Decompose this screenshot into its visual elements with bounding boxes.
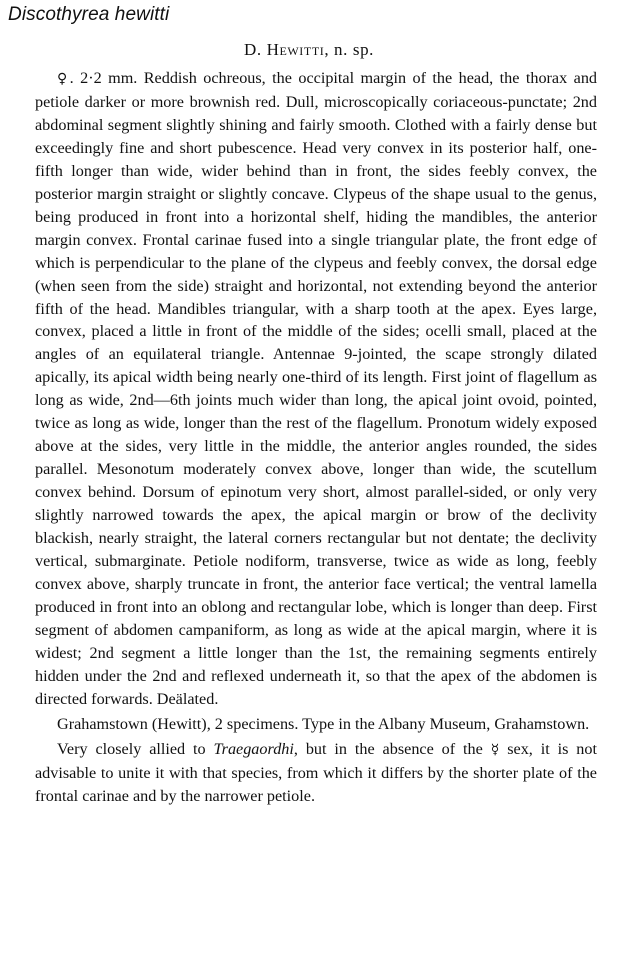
female-symbol: ♀ <box>57 71 70 87</box>
document-header-title: Discothyrea hewitti <box>8 4 170 25</box>
heading-suffix: , n. sp. <box>324 40 375 59</box>
remarks-tail: sex, it is not advisable to unite it with that species, from which it differs by the shorter plate of the frontal carinae and by the narrower petiole. <box>35 739 597 805</box>
genus-abbreviation: D. <box>243 40 262 59</box>
remarks-paragraph <box>35 738 597 808</box>
body-text <box>35 67 597 808</box>
worker-symbol: ☿ <box>490 741 500 758</box>
species-heading <box>0 40 618 60</box>
species-name: Hewitti <box>266 40 325 59</box>
remarks-species-name: Traegaordhi <box>213 739 294 758</box>
description-text: . 2·2 mm. Reddish ochreous, the occipital margin of the head, the thorax and petiole darker or more brownish red. Dull, microscopically coriaceous-punctate; 2nd abdominal segment slightly shining and fairly smooth. Clothed with a fairly dense but exceedingly fine and short pubescence. Head very convex in its posterior half, one-fifth longer than wide, wider behind than in front, the sides feebly convex, the posterior margin straight or slightly concave. Clypeus of the shape usual to the genus, being produced in front into a horizontal shelf, hiding the mandibles, the anterior margin convex. Frontal carinae fused into a single triangular plate, the front edge of which is perpendicular to the plane of the clypeus and feebly convex, the dorsal edge (when seen from the side) straight and horizontal, not extending beyond the anterior fifth of the head. Mandibles triangular, with a sharp tooth at the apex. Eyes large, convex, placed a little in front of the middle of the sides; ocelli small, placed at the angles of an equilateral triangle. Antennae 9-jointed, the scape strongly dilated apically, its apical width being nearly one-third of its length. First joint of flagellum as long as wide, 2nd—6th joints much wider than long, the apical joint ovoid, pointed, twice as long as wide, longer than the rest of the flagellum. Pronotum widely exposed above at the sides, very little in the middle, the anterior angles rounded, the sides parallel. Mesonotum moderately convex above, longer than wide, the scutellum convex behind. Dorsum of epinotum very short, almost parallel-sided, or only very slightly narrowed towards the apex, the apical margin or brow of the declivity blackish, nearly straight, the lateral corners rectangular but not dentate; the declivity vertical, submarginate. Petiole nodiform, transverse, twice as wide as long, feebly convex above, sharply truncate in front, the anterior face vertical; the ventral lamella produced in front into an oblong and rectangular lobe, which is longer than deep. First segment of abdomen campaniform, as long as wide at the apical margin, where it is widest; 2nd segment a little longer than the 1st, the remaining segments entirely hidden under the 2nd and reflexed underneath it, so that the apex of the abdomen is directed forwards. Deälated. <box>35 69 598 708</box>
locality-paragraph <box>35 713 597 736</box>
remarks-lead: Very closely allied to <box>57 739 214 758</box>
locality-text: Grahamstown (Hewitt), 2 specimens. Type in the Albany Museum, Grahamstown. <box>57 714 590 733</box>
description-paragraph <box>35 67 597 711</box>
remarks-middle: , but in the absence of the <box>293 739 491 758</box>
